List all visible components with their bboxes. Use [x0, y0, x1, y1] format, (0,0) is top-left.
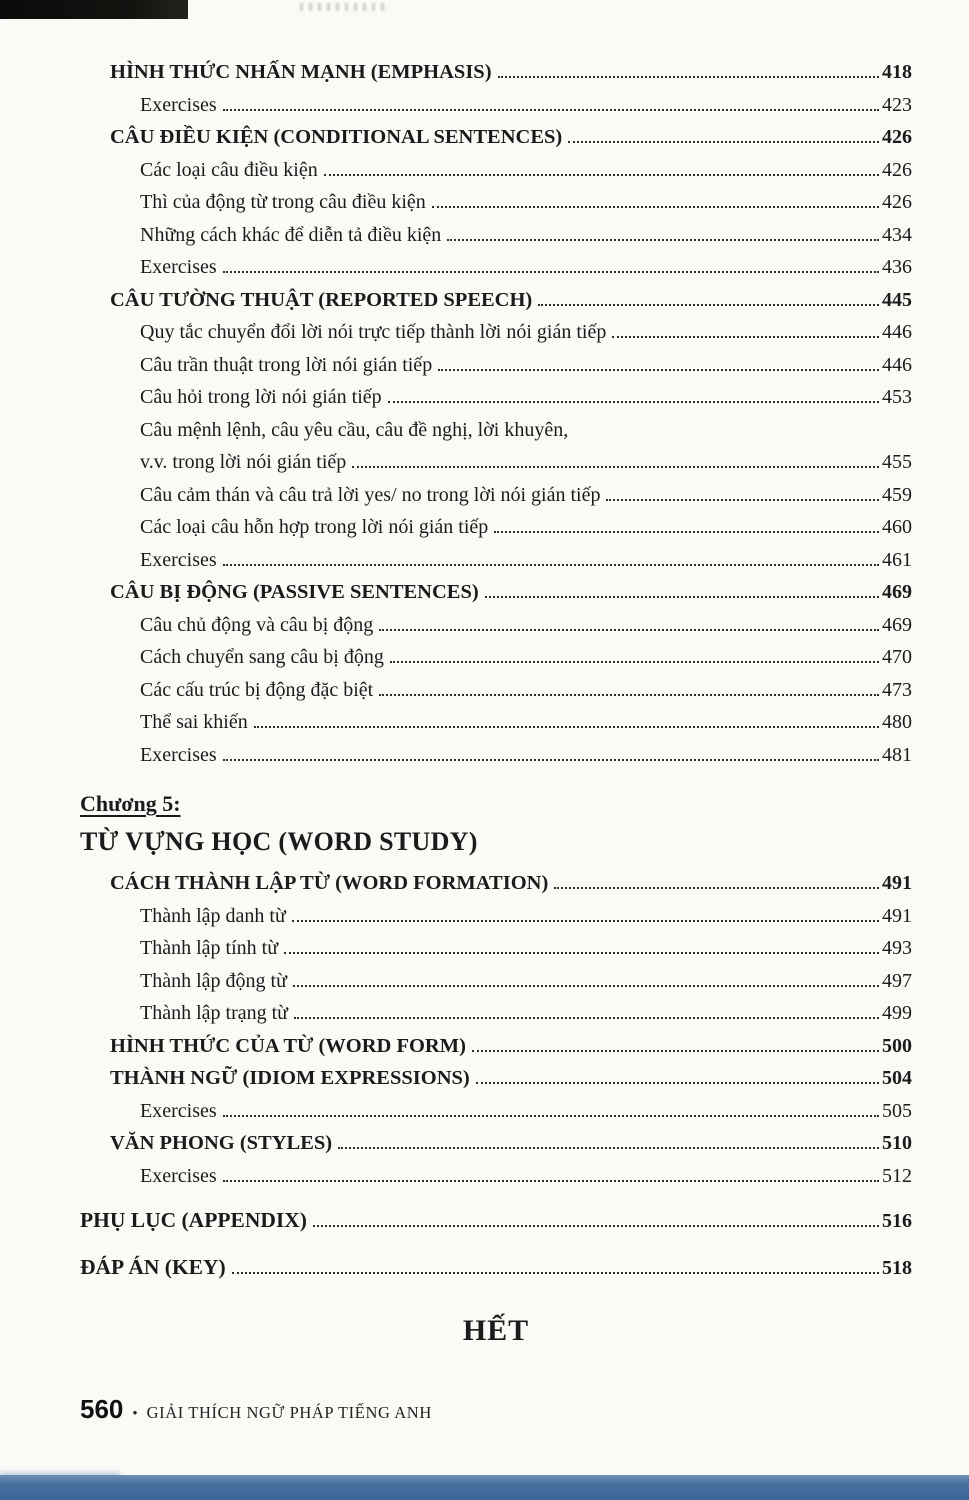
toc-entry-label: CÂU TƯỜNG THUẬT (REPORTED SPEECH) — [110, 288, 533, 311]
toc-entry-label: HÌNH THỨC NHẤN MẠNH (EMPHASIS) — [110, 61, 492, 83]
toc-entry-label: Câu cảm thán và câu trả lời yes/ no trong lời nói gián tiếp — [140, 483, 601, 506]
toc-entry-label: PHỤ LỤC (APPENDIX) — [80, 1208, 307, 1232]
toc-entry-label: Câu mệnh lệnh, câu yêu cầu, câu đề nghị, lời khuyên, — [140, 418, 569, 441]
toc-entry-page: 510 — [882, 1132, 912, 1154]
toc-entry — [80, 900, 912, 933]
toc-leader-dots — [612, 336, 879, 338]
toc-entry-page: 423 — [882, 93, 912, 116]
toc-entry-label: Quy tắc chuyển đổi lời nói trực tiếp thành lời nói gián tiếp — [140, 321, 607, 343]
toc-entry — [80, 1200, 912, 1241]
toc-entry — [80, 1062, 912, 1095]
toc-entry-label: Exercises — [140, 93, 217, 116]
toc-entry-label: Những cách khác để diễn tả điều kiện — [140, 223, 442, 246]
toc-entry-page: 493 — [882, 937, 912, 959]
toc-entry — [80, 706, 912, 739]
toc-section-before-chapter — [80, 56, 912, 771]
toc-entry-page: 446 — [882, 353, 912, 376]
footer-book-title: GIẢI THÍCH NGỮ PHÁP TIẾNG ANH — [146, 1403, 432, 1422]
toc-entry-label: CÁCH THÀNH LẬP TỪ (WORD FORMATION) — [110, 872, 549, 894]
toc-leader-dots — [292, 920, 879, 922]
toc-entry — [80, 56, 912, 89]
toc-entry — [80, 674, 912, 707]
toc-entry — [80, 1095, 912, 1128]
toc-entry-page: 418 — [882, 61, 912, 83]
toc-entry — [80, 641, 912, 674]
chapter-heading — [80, 787, 912, 863]
toc-entry-label: Câu chủ động và câu bị động — [140, 613, 374, 636]
toc-entry — [80, 154, 912, 187]
toc-entry-page: 491 — [882, 904, 912, 927]
toc-leader-dots — [498, 76, 879, 78]
toc-entry-label: THÀNH NGỮ (IDIOM EXPRESSIONS) — [110, 1067, 470, 1089]
toc-leader-dots — [223, 271, 879, 273]
toc-entry — [80, 609, 912, 642]
toc-leader-dots — [554, 887, 879, 889]
toc-entry — [80, 576, 912, 609]
toc-leader-dots — [379, 629, 879, 631]
toc-entry — [80, 479, 912, 512]
toc-entry — [80, 1030, 912, 1063]
toc-entry — [80, 414, 912, 447]
toc-entry-page: 455 — [882, 451, 912, 473]
toc-entry — [80, 381, 912, 414]
toc-entry — [80, 867, 912, 900]
toc-entry — [80, 121, 912, 154]
toc-leader-dots — [223, 759, 879, 761]
toc-leader-dots — [352, 466, 879, 468]
toc-leader-dots — [438, 369, 879, 371]
toc-entry-page: 469 — [882, 581, 912, 603]
toc-entry-label: Exercises — [140, 1164, 217, 1187]
toc-leader-dots — [313, 1225, 879, 1227]
toc-entry-label: Exercises — [140, 548, 217, 571]
toc-entry — [80, 251, 912, 284]
toc-entry-label: Exercises — [140, 1099, 217, 1122]
toc-leader-dots — [447, 239, 879, 241]
toc-entry — [80, 965, 912, 998]
toc-leader-dots — [538, 304, 879, 306]
toc-entry-label: Câu trần thuật trong lời nói gián tiếp — [140, 353, 433, 376]
toc-entry-page: 497 — [882, 969, 912, 992]
scan-artifact-bottom-edge — [0, 1475, 969, 1500]
toc-entry-page: 445 — [882, 288, 912, 311]
toc-entry-page: 512 — [882, 1164, 912, 1187]
toc-leader-dots — [324, 174, 879, 176]
toc-entry-label: Thành lập trạng từ — [140, 1002, 289, 1024]
toc-entry-page: 481 — [882, 743, 912, 766]
toc-entry — [80, 997, 912, 1030]
toc-leader-dots — [390, 661, 879, 663]
toc-leader-dots — [388, 401, 879, 403]
toc-entry-label: Cách chuyển sang câu bị động — [140, 646, 384, 668]
toc-entry-label: Các cấu trúc bị động đặc biệt — [140, 678, 374, 701]
toc-leader-dots — [432, 206, 879, 208]
toc-entry — [80, 1160, 912, 1193]
toc-entry-page: 500 — [882, 1034, 912, 1057]
toc-entry-page: 460 — [882, 516, 912, 538]
toc-section-back-matter — [80, 1200, 912, 1288]
toc-leader-dots — [472, 1050, 879, 1052]
chapter-number: Chương 5: — [80, 791, 181, 816]
toc-leader-dots — [223, 109, 879, 111]
toc-entry-label: HÌNH THỨC CỦA TỪ (WORD FORM) — [110, 1034, 466, 1057]
toc-entry-label: ĐÁP ÁN (KEY) — [80, 1255, 226, 1279]
toc-entry-label: Thành lập danh từ — [140, 904, 286, 927]
toc-leader-dots — [379, 694, 879, 696]
toc-leader-dots — [294, 1017, 879, 1019]
toc-entry-label: Thì của động từ trong câu điều kiện — [140, 191, 426, 213]
toc-entry-label: Thành lập tính từ — [140, 937, 279, 959]
footer-page-number: 560 — [80, 1394, 124, 1424]
toc-entry-page: 459 — [882, 483, 912, 506]
page-footer — [80, 1394, 912, 1425]
toc-entry-page: 480 — [882, 711, 912, 733]
toc-entry-page: 434 — [882, 223, 912, 246]
chapter-title: TỪ VỰNG HỌC (WORD STUDY) — [80, 827, 478, 856]
toc-entry-label: Các loại câu hỗn hợp trong lời nói gián tiếp — [140, 516, 489, 538]
toc-leader-dots — [606, 499, 879, 501]
toc-leader-dots — [223, 564, 879, 566]
toc-entry — [80, 511, 912, 544]
toc-entry-page: 516 — [882, 1210, 912, 1232]
toc-entry-label: Các loại câu điều kiện — [140, 158, 318, 181]
toc-leader-dots — [293, 985, 879, 987]
toc-entry — [80, 316, 912, 349]
toc-entry-page: 461 — [882, 548, 912, 571]
toc-entry — [80, 1247, 912, 1288]
toc-entry — [80, 349, 912, 382]
toc-entry — [80, 89, 912, 122]
toc-entry-label: Exercises — [140, 743, 217, 766]
toc-entry — [80, 186, 912, 219]
toc-entry-label: CÂU ĐIỀU KIỆN (CONDITIONAL SENTENCES) — [110, 126, 563, 148]
toc-leader-dots — [223, 1115, 879, 1117]
toc-entry-page: 473 — [882, 678, 912, 701]
toc-entry — [80, 284, 912, 317]
toc-leader-dots — [338, 1147, 879, 1149]
toc-entry-label: Thể sai khiến — [140, 711, 248, 733]
toc-leader-dots — [284, 952, 879, 954]
toc-leader-dots — [232, 1272, 879, 1274]
toc-entry — [80, 219, 912, 252]
toc-entry — [80, 932, 912, 965]
toc-entry-label: Câu hỏi trong lời nói gián tiếp — [140, 386, 382, 408]
toc-entry-page: 426 — [882, 126, 912, 148]
toc-entry-label: v.v. trong lời nói gián tiếp — [140, 451, 347, 473]
end-marker: HẾT — [462, 1314, 530, 1347]
toc-entry-page: 518 — [882, 1257, 912, 1279]
toc-entry — [80, 1127, 912, 1160]
toc-entry-page: 499 — [882, 1002, 912, 1024]
toc-leader-dots — [223, 1180, 879, 1182]
toc-entry-page: 453 — [882, 386, 912, 408]
toc-entry-page: 504 — [882, 1067, 912, 1089]
toc-entry-page: 446 — [882, 321, 912, 343]
toc-leader-dots — [254, 726, 879, 728]
toc-leader-dots — [485, 596, 879, 598]
toc-leader-dots — [476, 1082, 879, 1084]
toc-entry-page: 426 — [882, 191, 912, 213]
toc-entry-label: Exercises — [140, 256, 217, 278]
toc-entry-page: 426 — [882, 158, 912, 181]
bullet-separator: • — [132, 1406, 138, 1422]
toc-section-chapter5 — [80, 867, 912, 1192]
toc-leader-dots — [568, 141, 879, 143]
toc-entry-page: 469 — [882, 613, 912, 636]
toc-entry-page: 470 — [882, 646, 912, 668]
toc-entry-page: 436 — [882, 256, 912, 278]
toc-entry-label: CÂU BỊ ĐỘNG (PASSIVE SENTENCES) — [110, 581, 479, 603]
toc-entry-label: VĂN PHONG (STYLES) — [110, 1132, 333, 1154]
toc-entry — [80, 739, 912, 772]
toc-entry — [80, 446, 912, 479]
toc-entry-page: 491 — [882, 872, 912, 894]
toc-leader-dots — [494, 531, 879, 533]
toc-entry — [80, 544, 912, 577]
toc-entry-label: Thành lập động từ — [140, 969, 287, 992]
toc-entry-page: 505 — [882, 1099, 912, 1122]
